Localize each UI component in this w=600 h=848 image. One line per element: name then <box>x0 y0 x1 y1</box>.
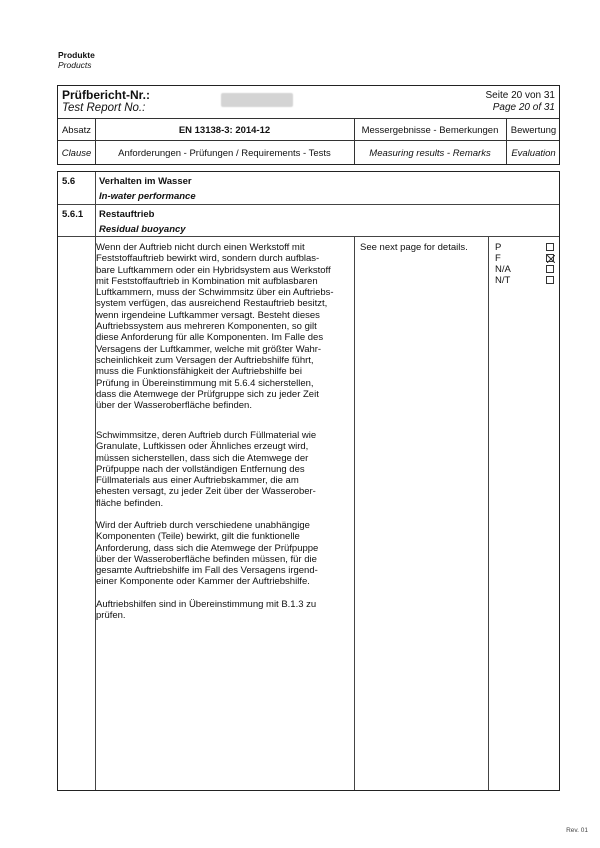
requirement-paragraph: Auftriebshilfen sind in Übereinstimmung mit B.1.3 zu prüfen. <box>96 599 317 622</box>
table-col-divider-2 <box>354 236 355 790</box>
evaluation-checkbox-na[interactable] <box>546 265 554 273</box>
col-standard: EN 13138-3: 2014-12 <box>178 125 271 136</box>
page-number-de: Seite 20 von 31 <box>485 90 555 101</box>
evaluation-label-nt: N/T <box>495 275 511 286</box>
section-number-5-6: 5.6 <box>62 176 76 187</box>
table-row-divider-2 <box>58 236 559 237</box>
measuring-result-remark: See next page for details. <box>360 242 468 253</box>
report-number-label-en: Test Report No.: <box>62 102 146 114</box>
evaluation-label-p: P <box>495 242 502 253</box>
revision-label: Rev. 01 <box>566 827 588 834</box>
header-divider <box>58 118 559 119</box>
evaluation-label-na: N/A <box>495 264 511 275</box>
report-header <box>57 85 560 165</box>
header-row-divider <box>58 140 559 141</box>
page-number-en: Page 20 of 31 <box>492 102 555 113</box>
table-col-divider-3 <box>488 236 489 790</box>
col-clause: Clause <box>61 148 92 159</box>
redacted-report-number <box>221 93 293 107</box>
requirements-table <box>57 171 560 791</box>
products-label-de: Produkte <box>58 50 95 60</box>
col-requirements: Anforderungen - Prüfungen / Requirements - Tests <box>118 148 331 159</box>
requirement-paragraph: Schwimmsitze, deren Auftrieb durch Füllmaterial wie Granulate, Luftkissen oder Ähnliches erzeugt wird, müssen sicherstellen, dass sich die Atemwege der Prüfpuppe nach der vollständigen Entfernung des Füllmaterials aus einer Auftriebskammer, die am ehesten versagt, zu jeder Zeit über der Wasserober- fläche befinden. <box>96 430 317 509</box>
table-row-divider-1 <box>58 204 559 205</box>
evaluation-checkbox-f[interactable] <box>546 254 554 262</box>
check-cross-icon <box>547 255 555 263</box>
section-number-5-6-1: 5.6.1 <box>62 209 84 220</box>
section-title-5-6-1-de: Restauftrieb <box>99 209 155 220</box>
section-title-5-6-en: In-water performance <box>99 191 196 202</box>
evaluation-checkbox-nt[interactable] <box>546 276 554 284</box>
evaluation-checkbox-p[interactable] <box>546 243 554 251</box>
col-results-en: Measuring results - Remarks <box>369 148 491 159</box>
col-absatz: Absatz <box>61 125 92 136</box>
requirement-paragraph: Wenn der Auftrieb nicht durch einen Werkstoff mit Feststoffauftrieb bewirkt wird, sondern durch aufblas- bare Luftkammern oder ein Hybridsystem aus Werkstoff mit Feststoffauftrieb in Kombination mit aufblasbaren Luftkammern, muss der Schwimmsitz über ein Auftriebs- system verfügen, das ausreichend Restauftrieb besitzt, wenn irgendeine Luftkammer versagt. Besteht dieses Auftriebssystem aus mehreren Komponenten, so gilt diese Anforderung für alle Komponenten. Im Falle des Versagens der Luftkammer, welche mit größter Wahr- scheinlichkeit zum Versagen der Auftriebshilfe führt, muss die Funktionsfähigkeit der Auftriebshilfe bei Prüfung in Übereinstimmung mit 5.6.4 sicherstellen, dass die Atemwege der Prüfgruppe sich zu jeder Zeit über der Wasseroberfläche befinden. <box>96 242 334 412</box>
products-label-en: Products <box>58 60 92 70</box>
products-label <box>58 50 95 70</box>
section-title-5-6-1-en: Residual buoyancy <box>99 224 186 235</box>
requirement-paragraph: Wird der Auftrieb durch verschiedene unabhängige Komponenten (Teile) bewirkt, gilt die funktionelle Anforderung, dass sich die Atemwege der Prüfpuppe über der Wasseroberfläche befinden müssen, für die gesamte Auftriebshilfe im Fall des Versagens irgend- einer Komponente oder Kammer der Auftriebshilfe. <box>96 520 319 588</box>
section-title-5-6-de: Verhalten im Wasser <box>99 176 192 187</box>
col-bewertung: Bewertung <box>510 125 557 136</box>
report-number-label-de: Prüfbericht-Nr.: <box>62 88 151 102</box>
evaluation-label-f: F <box>495 253 501 264</box>
col-evaluation: Evaluation <box>511 148 556 159</box>
col-results-de: Messergebnisse - Bemerkungen <box>361 125 499 136</box>
